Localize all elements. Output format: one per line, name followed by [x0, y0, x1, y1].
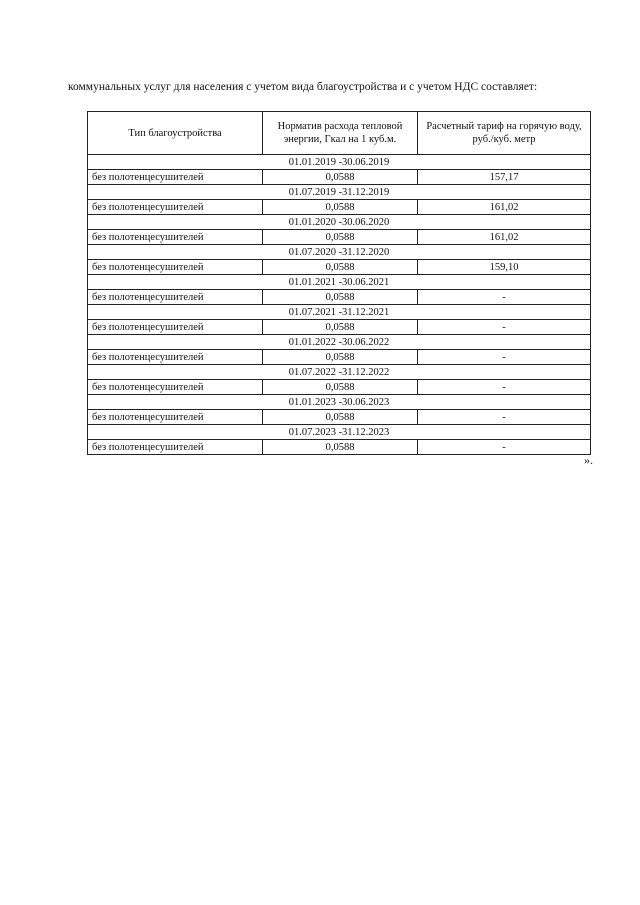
type-cell: без полотенцесушителей [88, 410, 263, 425]
period-cell: 01.01.2022 -30.06.2022 [88, 335, 591, 350]
intro-paragraph: коммунальных услуг для населения с учетом вида благоустройства и с учетом НДС составляет: [68, 80, 538, 93]
type-cell: без полотенцесушителей [88, 440, 263, 455]
type-cell: без полотенцесушителей [88, 290, 263, 305]
table-row [88, 380, 591, 395]
period-row [88, 275, 591, 290]
tariff-cell: 159,10 [418, 260, 591, 275]
table-row [88, 170, 591, 185]
table-row [88, 290, 591, 305]
header-type: Тип благоустройства [88, 112, 263, 155]
period-cell: 01.01.2019 -30.06.2019 [88, 155, 591, 170]
norm-cell: 0,0588 [263, 230, 418, 245]
tariff-cell: - [418, 410, 591, 425]
period-cell: 01.01.2020 -30.06.2020 [88, 215, 591, 230]
type-cell: без полотенцесушителей [88, 380, 263, 395]
period-cell: 01.07.2022 -31.12.2022 [88, 365, 591, 380]
type-cell: без полотенцесушителей [88, 200, 263, 215]
period-cell: 01.07.2019 -31.12.2019 [88, 185, 591, 200]
table-row [88, 410, 591, 425]
tariff-cell: - [418, 290, 591, 305]
norm-cell: 0,0588 [263, 350, 418, 365]
header-tariff: Расчетный тариф на горячую воду, руб./куб. метр [418, 112, 591, 155]
table-header-row [88, 112, 591, 155]
type-cell: без полотенцесушителей [88, 260, 263, 275]
type-cell: без полотенцесушителей [88, 320, 263, 335]
norm-cell: 0,0588 [263, 440, 418, 455]
tariff-table [87, 111, 591, 455]
table-row [88, 230, 591, 245]
table-row [88, 320, 591, 335]
norm-cell: 0,0588 [263, 410, 418, 425]
period-row [88, 245, 591, 260]
norm-cell: 0,0588 [263, 200, 418, 215]
table-body [88, 155, 591, 455]
header-norm: Норматив расхода тепловой энергии, Гкал на 1 куб.м. [263, 112, 418, 155]
tariff-cell: 161,02 [418, 200, 591, 215]
tariff-cell: 161,02 [418, 230, 591, 245]
norm-cell: 0,0588 [263, 290, 418, 305]
tariff-cell: 157,17 [418, 170, 591, 185]
norm-cell: 0,0588 [263, 320, 418, 335]
period-cell: 01.07.2023 -31.12.2023 [88, 425, 591, 440]
closing-quote: ». [584, 453, 593, 467]
type-cell: без полотенцесушителей [88, 230, 263, 245]
tariff-cell: - [418, 320, 591, 335]
period-cell: 01.01.2023 -30.06.2023 [88, 395, 591, 410]
period-row [88, 365, 591, 380]
norm-cell: 0,0588 [263, 380, 418, 395]
period-cell: 01.07.2021 -31.12.2021 [88, 305, 591, 320]
type-cell: без полотенцесушителей [88, 350, 263, 365]
period-row [88, 395, 591, 410]
tariff-cell: - [418, 350, 591, 365]
period-row [88, 215, 591, 230]
table-row [88, 200, 591, 215]
period-row [88, 155, 591, 170]
period-cell: 01.01.2021 -30.06.2021 [88, 275, 591, 290]
period-row [88, 335, 591, 350]
period-row [88, 305, 591, 320]
tariff-cell: - [418, 380, 591, 395]
norm-cell: 0,0588 [263, 260, 418, 275]
table-row [88, 440, 591, 455]
period-row [88, 185, 591, 200]
period-cell: 01.07.2020 -31.12.2020 [88, 245, 591, 260]
period-row [88, 425, 591, 440]
table-row [88, 350, 591, 365]
tariff-cell: - [418, 440, 591, 455]
norm-cell: 0,0588 [263, 170, 418, 185]
table-row [88, 260, 591, 275]
type-cell: без полотенцесушителей [88, 170, 263, 185]
